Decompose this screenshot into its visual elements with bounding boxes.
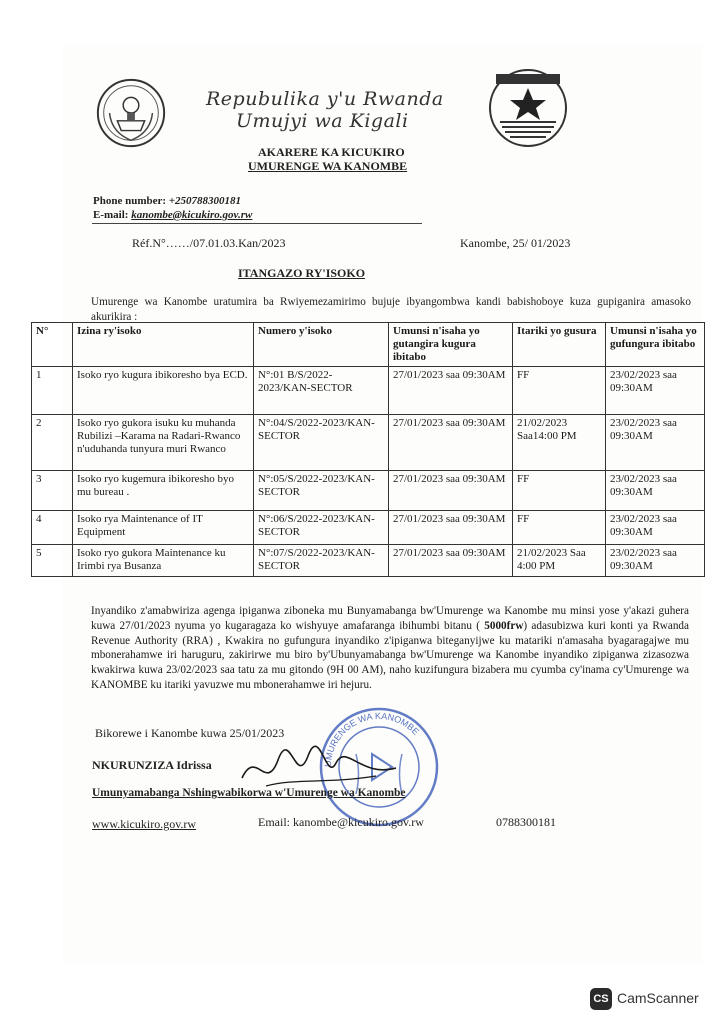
place-date: Kanombe, 25/ 01/2023 (460, 236, 571, 250)
row-tender-number: N°:06/S/2022-2023/KAN-SECTOR (254, 511, 389, 545)
table-row (32, 415, 705, 471)
stamp-text: UMURENGE WA KANOMBE (322, 710, 422, 768)
row-open: 23/02/2023 saa 09:30AM (606, 545, 705, 577)
email-label: E-mail: (93, 209, 129, 221)
row-tender-number: N°:05/S/2022-2023/KAN-SECTOR (254, 471, 389, 511)
tender-table (31, 322, 705, 577)
row-start: 27/01/2023 saa 09:30AM (389, 415, 513, 471)
signoff-place-date: Bikorewe i Kanombe kuwa 25/01/2023 (95, 726, 285, 740)
reference-number: Réf.N°……/07.01.03.Kan/2023 (132, 236, 286, 250)
row-name: Isoko ryo gukora Maintenance ku Irimbi rya Busanza (73, 545, 254, 577)
table-row (32, 471, 705, 511)
header-country: Repubulika y'u Rwanda (206, 88, 444, 110)
body-part-2: ) adasubizwa kuri konti ya Rwanda Revenue Authority (RRA) , Kwakira no gufungura inyandiko z'ipiganwa biteganyijwe ku matariki n'amasaha byagaragajwe mu mbonerahamwe iri haruguru, zakirirwe mu biro by'Ubunyamabanga bw'Umurenge wa Kanombe inyandiko zipiganwa zizasozwa kwakirwa kuwa 23/02/2023 saa tatu za mu gitondo (9H 00 AM), naho kuzifungura bizabera mu cyumba cy'inama cy'Umurenge wa KANOMBE ku itariki yavuzwe mu mbonerahamwe iri hejuru. (91, 619, 689, 691)
row-number: 4 (32, 511, 73, 545)
kicukiro-district-emblem-icon (486, 66, 570, 150)
phone-value: +250788300181 (168, 195, 242, 207)
col-number: N° (32, 323, 73, 367)
col-opening-date: Umunsi n'isaha yo gufungura ibitabo (606, 323, 705, 367)
footer-phone: 0788300181 (496, 815, 556, 829)
document-title: ITANGAZO RY'ISOKO (238, 266, 366, 280)
row-tender-number: N°:07/S/2022-2023/KAN-SECTOR (254, 545, 389, 577)
camscanner-logo-icon: CS (590, 988, 612, 1010)
body-part-1: Inyandiko z'amabwiriza agenga ipiganwa ziboneka mu Bunyamabanga bw'Umurenge wa Kanombe mu minsi yose y'akazi guhera kuwa 27/01/2023 nyuma yo kugaragaza ko wishyuye amafaranga ibihumbi bitanu ( (91, 605, 689, 632)
table-row (32, 511, 705, 545)
signatory-name: NKURUNZIZA Idrissa (92, 758, 212, 772)
row-start: 27/01/2023 saa 09:30AM (389, 545, 513, 577)
signatory-title: Umunyamabanga Nshingwabikorwa w'Umurenge wa Kanombe (92, 787, 406, 799)
row-open: 23/02/2023 saa 09:30AM (606, 415, 705, 471)
row-visit: 21/02/2023 Saa14:00 PM (513, 415, 606, 471)
col-tender-number: Numero y'isoko (254, 323, 389, 367)
row-number: 1 (32, 367, 73, 415)
email-value[interactable]: kanombe@kicukiro.gov.rw (131, 209, 253, 221)
row-name: Isoko ryo kugemura ibikoresho byo mu bureau . (73, 471, 254, 511)
col-start-date: Umunsi n'isaha yo gutangira kugura ibitabo (389, 323, 513, 367)
row-visit: FF (513, 471, 606, 511)
row-start: 27/01/2023 saa 09:30AM (389, 511, 513, 545)
row-name: Isoko ryo gukora isuku ku muhanda Rubilizi –Karama na Radari-Rwanco n'uduhanda tunyura muri Rwanco (73, 415, 254, 471)
phone-label: Phone number: (93, 195, 167, 207)
table-header-row (32, 323, 705, 367)
footer-website[interactable]: www.kicukiro.gov.rw (92, 817, 197, 831)
header-city: Umujyi wa Kigali (236, 110, 409, 132)
body-paragraph (91, 604, 689, 693)
row-start: 27/01/2023 saa 09:30AM (389, 471, 513, 511)
row-start: 27/01/2023 saa 09:30AM (389, 367, 513, 415)
row-number: 5 (32, 545, 73, 577)
fee-amount: 5000frw (484, 619, 524, 632)
camscanner-watermark: CamScanner (617, 990, 699, 1006)
row-visit: 21/02/2023 Saa 4:00 PM (513, 545, 606, 577)
table-row (32, 545, 705, 577)
row-tender-number: N°:04/S/2022-2023/KAN-SECTOR (254, 415, 389, 471)
col-tender-name: Izina ry'isoko (73, 323, 254, 367)
row-name: Isoko ryo kugura ibikoresho bya ECD. (73, 367, 254, 415)
header-district: AKARERE KA KICUKIRO (258, 145, 405, 159)
header-sector: UMURENGE WA KANOMBE (248, 159, 408, 173)
row-tender-number: N°:01 B/S/2022-2023/KAN-SECTOR (254, 367, 389, 415)
row-open: 23/02/2023 saa 09:30AM (606, 367, 705, 415)
footer-email[interactable]: Email: kanombe@kicukiro.gov.rw (258, 815, 424, 829)
header-divider (92, 223, 422, 224)
row-open: 23/02/2023 saa 09:30AM (606, 471, 705, 511)
table-row (32, 367, 705, 415)
row-number: 3 (32, 471, 73, 511)
intro-paragraph: Umurenge wa Kanombe uratumira ba Rwiyemezamirimo bujuje ibyangombwa kandi babishoboye kuza gupiganira amasoko akurikira : (91, 296, 691, 323)
row-open: 23/02/2023 saa 09:30AM (606, 511, 705, 545)
row-number: 2 (32, 415, 73, 471)
rwanda-coat-of-arms-icon (92, 74, 170, 152)
row-name: Isoko rya Maintenance of IT Equipment (73, 511, 254, 545)
col-visit-date: Itariki yo gusura (513, 323, 606, 367)
row-visit: FF (513, 511, 606, 545)
row-visit: FF (513, 367, 606, 415)
